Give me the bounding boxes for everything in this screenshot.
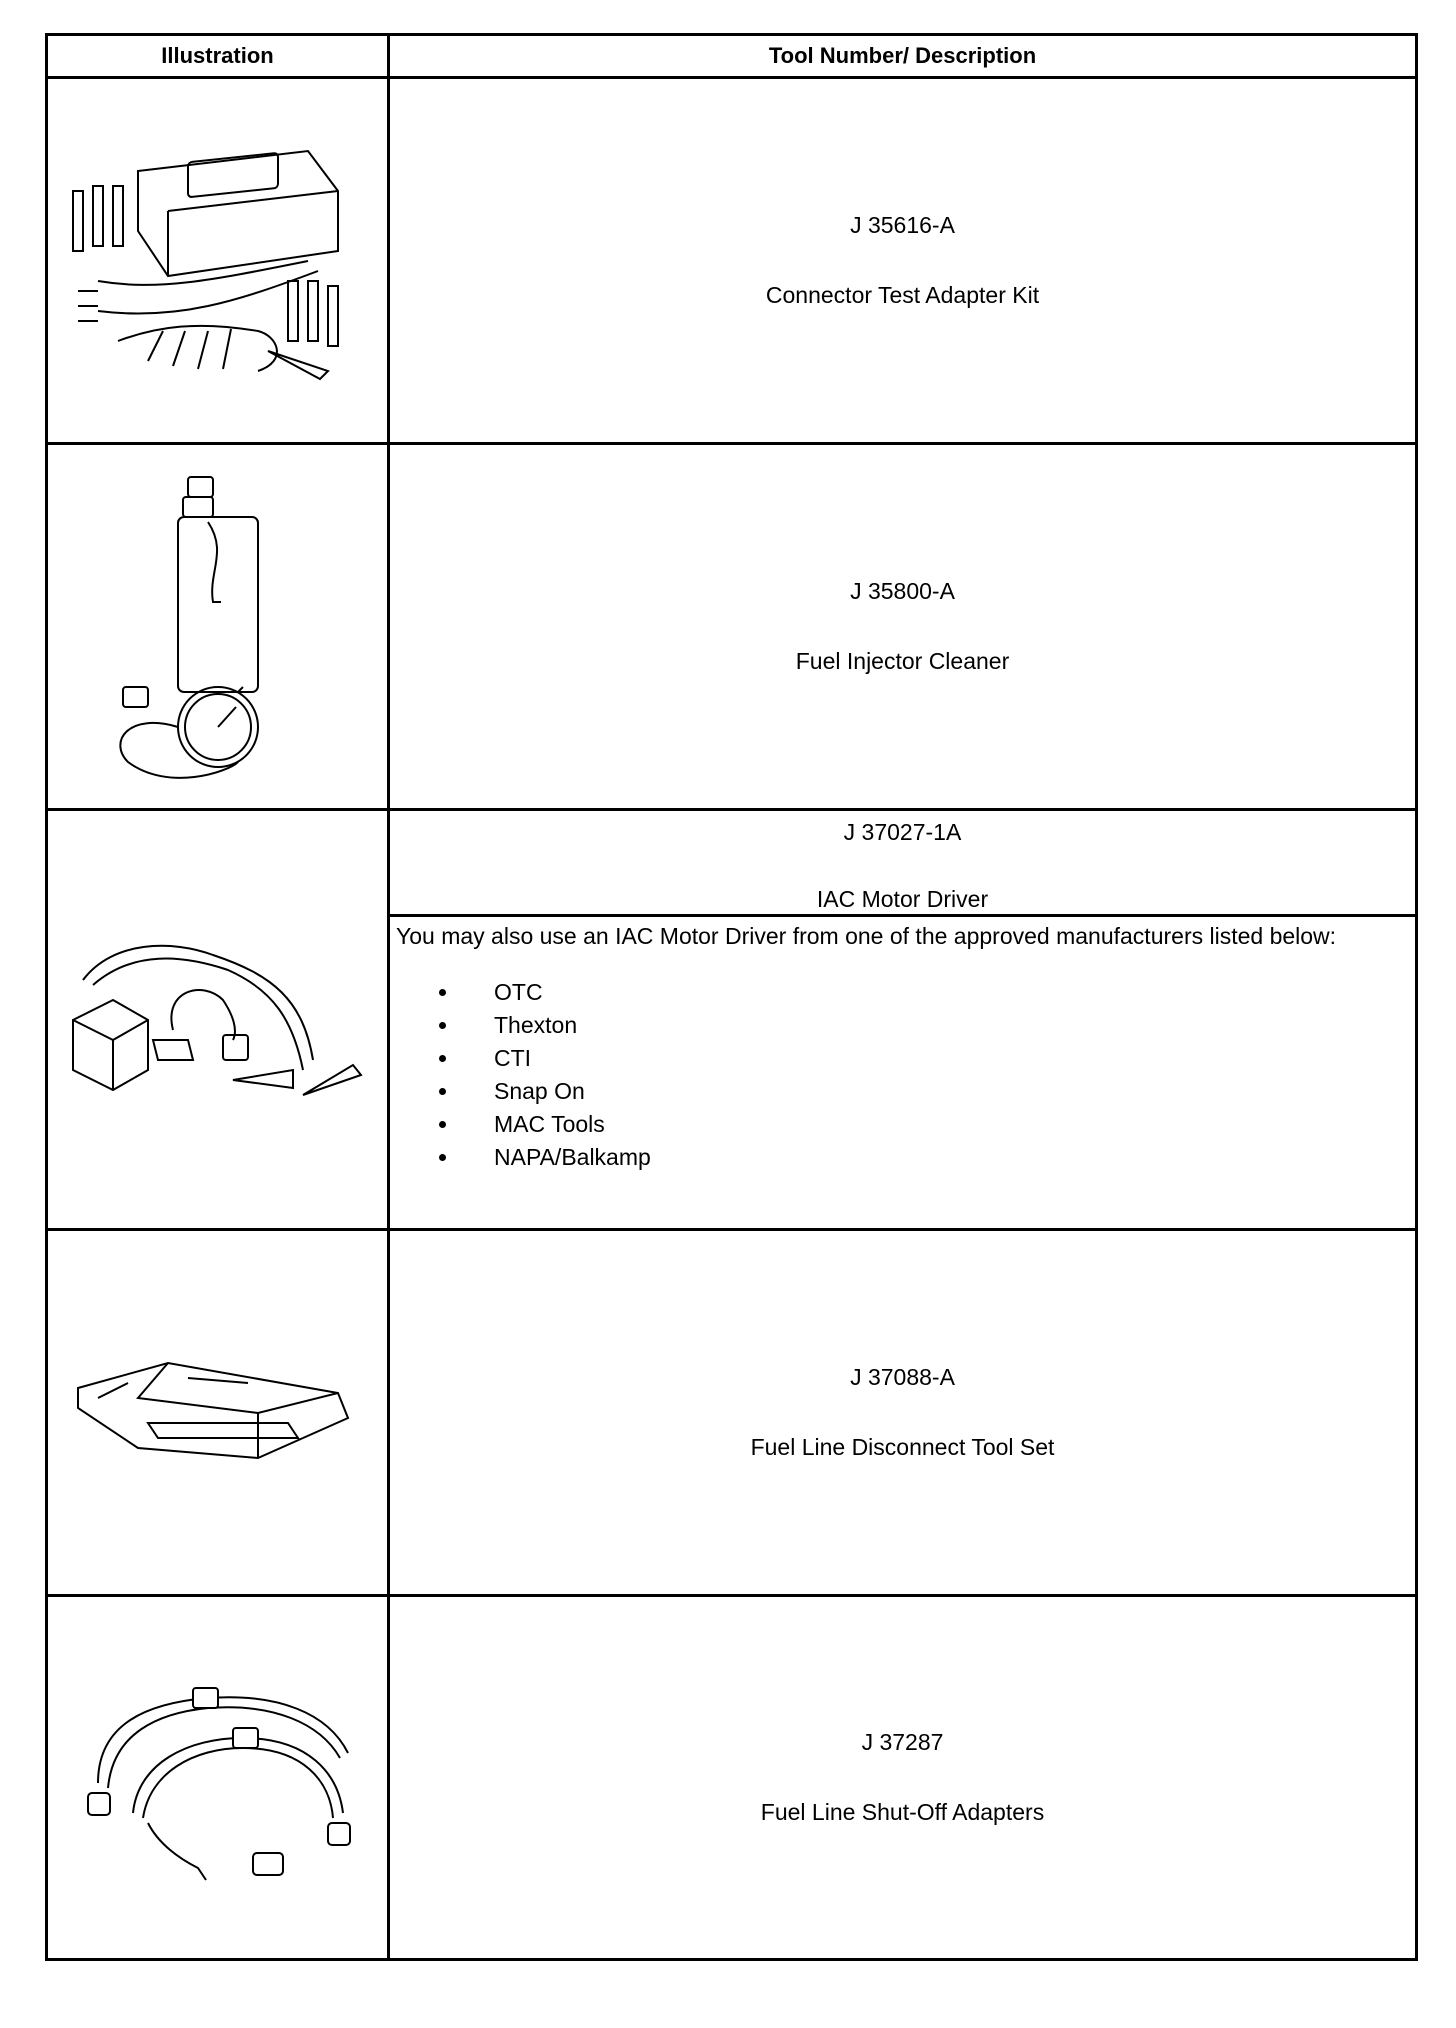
tool-number: J 35800-A xyxy=(850,577,955,604)
fuel-injector-cleaner-icon xyxy=(88,462,348,792)
tool-number: J 37088-A xyxy=(850,1363,955,1390)
description-cell xyxy=(389,1596,1417,1960)
description-cell xyxy=(389,810,1417,916)
tool-name: Fuel Line Shut-Off Adapters xyxy=(760,1798,1045,1825)
table-row xyxy=(47,78,1417,444)
tool-number: J 35616-A xyxy=(850,211,955,238)
list-item: • MAC Tools xyxy=(460,1108,1409,1141)
iac-motor-driver-icon xyxy=(53,920,383,1120)
manufacturer-list xyxy=(396,976,1409,1174)
tool-name: Connector Test Adapter Kit xyxy=(765,281,1040,308)
illustration-cell xyxy=(47,444,389,810)
manufacturer-note: You may also use an IAC Motor Driver from one of the approved manufacturers listed below: xyxy=(396,923,1337,949)
table-row xyxy=(47,810,1417,916)
tool-name: IAC Motor Driver xyxy=(816,886,989,912)
connector-test-adapter-kit-icon xyxy=(58,131,378,391)
tool-table xyxy=(45,33,1418,1961)
illustration-cell xyxy=(47,1596,389,1960)
table-row xyxy=(47,444,1417,810)
illustration-cell xyxy=(47,810,389,1230)
description-cell xyxy=(389,78,1417,444)
illustration-cell xyxy=(47,78,389,444)
tool-number: J 37287 xyxy=(861,1728,944,1755)
tool-name: Fuel Injector Cleaner xyxy=(795,647,1010,674)
illustration-cell xyxy=(47,1230,389,1596)
table-row xyxy=(47,1230,1417,1596)
list-item: • Snap On xyxy=(460,1075,1409,1108)
list-item: • NAPA/Balkamp xyxy=(460,1141,1409,1174)
list-item: • CTI xyxy=(460,1042,1409,1075)
description-cell xyxy=(389,1230,1417,1596)
table-row xyxy=(47,1596,1417,1960)
fuel-line-shutoff-adapters-icon xyxy=(58,1663,378,1893)
list-item: • Thexton xyxy=(460,1009,1409,1042)
manufacturer-note-cell xyxy=(389,916,1417,1230)
fuel-line-disconnect-tool-icon xyxy=(58,1338,378,1488)
header-description: Tool Number/ Description xyxy=(389,35,1417,78)
description-cell xyxy=(389,444,1417,810)
table-header-row xyxy=(47,35,1417,78)
tool-name: Fuel Line Disconnect Tool Set xyxy=(750,1433,1055,1460)
header-illustration: Illustration xyxy=(47,35,389,78)
list-item: • OTC xyxy=(460,976,1409,1009)
tool-number: J 37027-1A xyxy=(843,819,962,845)
